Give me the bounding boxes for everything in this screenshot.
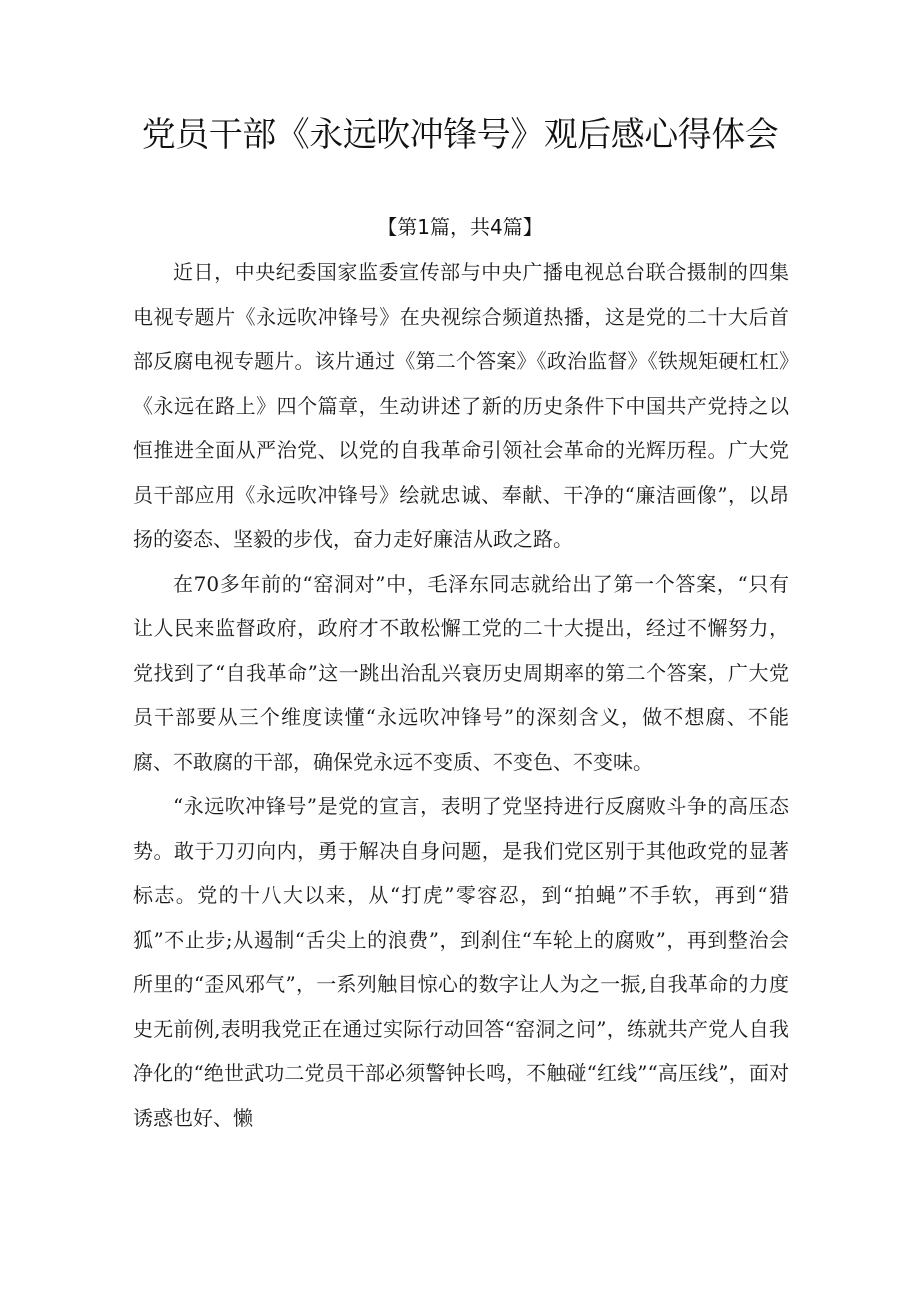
document-subtitle: 【第1篇，共4篇】 (377, 215, 543, 239)
paragraph: 近日，中央纪委国家监委宣传部与中央广播电视总台联合摄制的四集电视专题片《永远吹冲锋号》在央视综合频道热播，这是党的二十大后首部反腐电视专题片。该片通过《第二个答案》《政治监督》《铁规矩硬杠杠》《永远在路上》四个篇章，生动讲述了新的历史条件下中国共产党持之以恒推进全面从严治党、以党的自我革命引领社会革命的光辉历程。广大党员干部应用《永远吹冲锋号》绘就忠诚、奉献、干净的“廉洁画像”，以昂扬的姿态、坚毅的步伐，奋力走好廉洁从政之路。 (133, 260, 789, 551)
paragraph: “永远吹冲锋号”是党的宣言，表明了党坚持进行反腐败斗争的高压态势。敢于刀刃向内，勇于解决自身问题，是我们党区别于其他政党的显著标志。党的十八大以来，从“打虎”零容忍，到“拍蝇”不手软，再到“猎狐”不止步;从遏制“舌尖上的浪费”，到刹住“车轮上的腐败”，再到整治会所里的“歪风邪气”，一系列触目惊心的数字让人为之一振,自我革命的力度史无前例,表明我党正在通过实际行动回答“窑洞之问”，练就共产党人自我净化的“绝世武功二党员干部必须警钟长鸣，不触碰“红线”“高压线”，面对诱惑也好、懒 (133, 794, 789, 1130)
document-body (133, 250, 789, 1140)
document-title: 党员干部《永远吹冲锋号》观后感心得体会 (141, 115, 779, 155)
paragraph: 在70多年前的“窑洞对”中，毛泽东同志就给出了第一个答案，“只有让人民来监督政府，政府才不敢松懈工党的二十大提出，经过不懈努力，党找到了“自我革命”这一跳出治乱兴衰历史周期率的第二个答案，广大党员干部要从三个维度读懂“永远吹冲锋号”的深刻含义，做不想腐、不能腐、不敢腐的干部，确保党永远不变质、不变色、不变味。 (133, 571, 789, 774)
